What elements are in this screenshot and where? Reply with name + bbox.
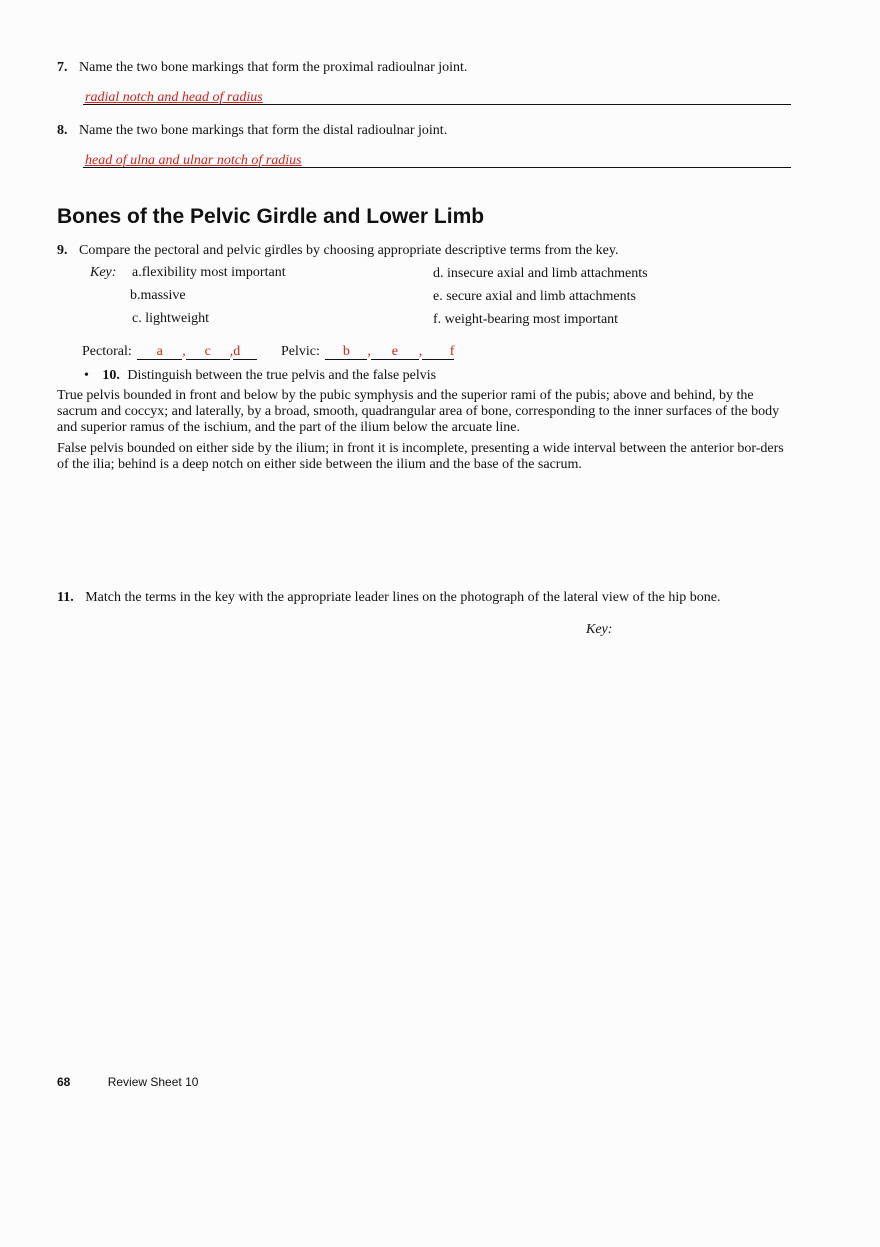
footer-title: Review Sheet 10 [107, 1075, 199, 1089]
page-number: 68 [57, 1075, 71, 1089]
answer-text: head of ulna and ulnar notch of radius [85, 153, 302, 168]
key-label: Key: [90, 265, 117, 280]
answer-text: radial notch and head of radius [85, 90, 263, 105]
question-text: Distinguish between the true pelvis and the false pelvis [127, 368, 437, 383]
pelvic-label: Pelvic: [281, 344, 320, 359]
pelvic-row [281, 343, 454, 360]
footer [57, 1075, 198, 1089]
pectoral-row [82, 343, 257, 360]
pelvic-answer-2[interactable]: e [371, 344, 419, 360]
key-item-b: b.massive [130, 288, 186, 303]
question-number: 10. [102, 368, 120, 383]
key-item-c: c. lightweight [132, 311, 209, 326]
question-9 [57, 242, 618, 259]
question-11 [57, 589, 720, 606]
question-text: Compare the pectoral and pelvic girdles by choosing appropriate descriptive terms from the key. [79, 243, 619, 258]
comma: , [367, 344, 371, 359]
question-text: Name the two bone markings that form the proximal radioulnar joint. [79, 60, 468, 75]
answer-true-pelvis: True pelvis bounded in front and below by the pubic symphysis and the superior rami of the pubis; above and behind, by the sacrum and coccyx; and laterally, by a broad, smooth, quadrangular area of bone, corresponding to the inner surfaces of the body and superior ramus of the ischium, and the part of the ilium below the arcuate line. [57, 388, 780, 435]
pectoral-answer-2[interactable]: c [186, 344, 230, 360]
question-text: Name the two bone markings that form the distal radioulnar joint. [79, 123, 448, 138]
question-number: 7. [57, 60, 68, 75]
key-item-e: e. secure axial and limb attachments [433, 289, 636, 304]
pelvic-answer-1[interactable]: b [325, 344, 367, 360]
comma: , [182, 344, 186, 359]
question-number: 11. [57, 590, 74, 605]
pectoral-answer-1[interactable]: a [137, 344, 182, 360]
comma: , [229, 344, 234, 359]
question-number: 8. [57, 123, 68, 138]
answer-false-pelvis: False pelvis bounded on either side by the ilium; in front it is incomplete, presenting a wide interval between the anterior bor-ders of the ilia; behind is a deep notch on either side between the ilium and the base of the sacrum. [57, 441, 784, 472]
key-item-f: f. weight-bearing most important [433, 312, 619, 327]
question-8 [57, 122, 447, 139]
question-number: 9. [57, 243, 68, 258]
pelvic-answer-3[interactable]: f [422, 344, 454, 360]
answer-field-8[interactable] [83, 150, 791, 168]
key-item-d: d. insecure axial and limb attachments [433, 266, 648, 281]
key-item-a: a.flexibility most important [132, 265, 286, 280]
comma: , [418, 344, 423, 359]
section-heading: Bones of the Pelvic Girdle and Lower Limb [57, 205, 485, 228]
key-label-11: Key: [586, 622, 613, 637]
pectoral-label: Pectoral: [82, 344, 132, 359]
answer-field-7[interactable] [83, 87, 791, 105]
question-10 [84, 367, 436, 384]
pectoral-answer-3[interactable]: d [233, 344, 257, 360]
question-text: Match the terms in the key with the appropriate leader lines on the photograph of the lateral view of the hip bone. [85, 590, 721, 605]
bullet: • [84, 368, 89, 383]
question-7 [57, 59, 467, 76]
